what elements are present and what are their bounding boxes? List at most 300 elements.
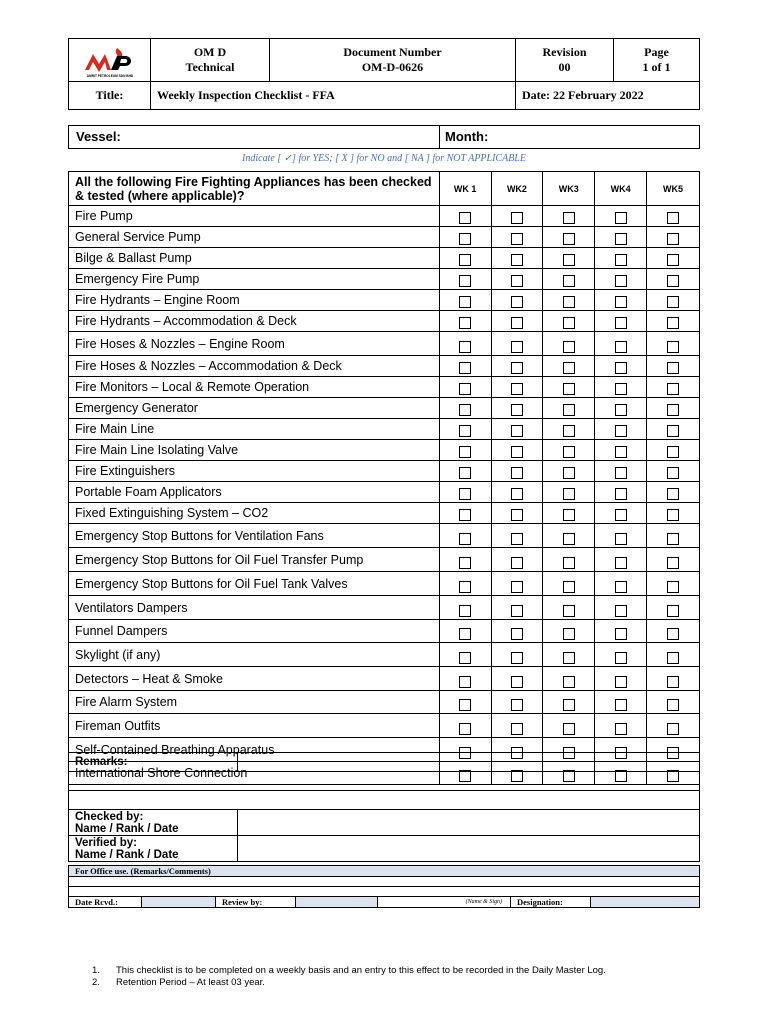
checkbox[interactable] [667,233,679,245]
checklist-row [69,332,700,356]
week-cell [647,377,700,398]
week-cell [595,398,647,419]
logo-cell [69,39,151,82]
week-cell [647,548,700,572]
vessel-month-bar [68,125,700,149]
checklist-row [69,714,700,738]
week-cell [543,691,595,714]
checklist-row [69,503,700,524]
week-cell [543,206,595,227]
week-cell [647,714,700,738]
week-cell [543,503,595,524]
checkbox[interactable] [511,628,523,640]
checklist-item-label: Fire Hydrants – Accommodation & Deck [69,311,440,332]
checklist-item-label: Fire Main Line Isolating Valve [69,440,440,461]
checkbox[interactable] [563,723,575,735]
checkbox[interactable] [511,446,523,458]
checkbox[interactable] [667,362,679,374]
checkbox[interactable] [459,425,471,437]
week-cell [647,356,700,377]
week-cell [439,332,491,356]
week-cell [543,461,595,482]
checkbox[interactable] [511,404,523,416]
week-cell [439,596,491,620]
week-cell [439,440,491,461]
footnote-number: 1. [92,965,100,976]
checkbox[interactable] [459,467,471,479]
week-cell [491,524,543,548]
week-cell [439,356,491,377]
week-cell [491,548,543,572]
checkbox[interactable] [563,383,575,395]
week-cell [543,548,595,572]
checkbox[interactable] [563,652,575,664]
week-cell [543,227,595,248]
name-sign-hint: (Name & Sign) [378,897,511,908]
remarks-line[interactable] [69,772,700,791]
checkbox[interactable] [615,383,627,395]
week-cell [647,332,700,356]
checkbox[interactable] [615,581,627,593]
checkbox[interactable] [667,446,679,458]
checkbox[interactable] [615,275,627,287]
week-cell [543,524,595,548]
week-cell [543,596,595,620]
week-cell [543,572,595,596]
checkbox[interactable] [615,317,627,329]
week-cell [647,461,700,482]
footnote-text: This checklist is to be completed on a weekly basis and an entry to this effect to be recorded in the Daily Master Log. [116,965,606,976]
doc-number-cell [270,39,516,82]
week-cell [543,482,595,503]
checkbox[interactable] [511,676,523,688]
checkbox[interactable] [511,275,523,287]
date-received-label: Date Rcvd.: [69,897,142,908]
week-cell [491,332,543,356]
week-cell [595,227,647,248]
week-cell [595,290,647,311]
checkbox[interactable] [615,296,627,308]
week-header: WK4 [595,172,647,206]
checkbox[interactable] [615,362,627,374]
week-cell [491,377,543,398]
month-field[interactable] [439,126,489,148]
week-cell [647,667,700,691]
checklist-row [69,440,700,461]
checked-by-line1: Checked by: [75,810,144,823]
page-value: 1 of 1 [642,60,671,74]
checklist-item-label: Bilge & Ballast Pump [69,248,440,269]
checkbox[interactable] [615,488,627,500]
checklist-row [69,620,700,643]
week-cell [543,440,595,461]
checkbox[interactable] [563,296,575,308]
week-cell [595,643,647,667]
checkbox[interactable] [667,509,679,521]
checkbox[interactable] [615,723,627,735]
month-label: Month: [445,129,489,144]
checkbox[interactable] [615,341,627,353]
checkbox[interactable] [563,446,575,458]
checkbox[interactable] [563,341,575,353]
checklist-row [69,248,700,269]
week-cell [647,206,700,227]
checkbox[interactable] [563,676,575,688]
checkbox[interactable] [511,341,523,353]
checkbox[interactable] [459,652,471,664]
doc-number: OM-D-0626 [361,60,424,74]
checklist-row [69,572,700,596]
review-by-field[interactable] [296,897,378,908]
office-use-line[interactable] [69,877,700,887]
checkbox[interactable] [615,628,627,640]
checked-by-field[interactable] [238,810,700,836]
checklist-row [69,524,700,548]
remarks-table [68,752,700,862]
checkbox[interactable] [459,212,471,224]
checklist-header-row [69,172,700,206]
checkbox[interactable] [615,652,627,664]
document-title: Weekly Inspection Checklist - FFA [151,82,516,110]
week-cell [439,548,491,572]
designation-label: Designation: [511,897,591,908]
checkbox[interactable] [459,317,471,329]
checkbox[interactable] [667,699,679,711]
checkbox[interactable] [511,652,523,664]
checklist-item-label: Fire Monitors – Local & Remote Operation [69,377,440,398]
checklist-item-label: Fireman Outfits [69,714,440,738]
week-cell [543,419,595,440]
checkbox[interactable] [615,557,627,569]
checkbox[interactable] [667,605,679,617]
checklist-item-label: Fixed Extinguishing System – CO2 [69,503,440,524]
checkbox[interactable] [667,254,679,266]
week-cell [439,524,491,548]
checklist-row [69,419,700,440]
week-cell [647,398,700,419]
week-cell [595,419,647,440]
checkbox[interactable] [667,425,679,437]
checkbox[interactable] [563,404,575,416]
week-cell [491,572,543,596]
checkbox[interactable] [667,317,679,329]
title-label: Title: [69,82,151,110]
checkbox[interactable] [511,488,523,500]
checkbox[interactable] [459,628,471,640]
checkbox[interactable] [563,605,575,617]
week-cell [439,419,491,440]
remarks-line[interactable] [69,791,700,810]
week-cell [491,620,543,643]
document-header-table [68,38,700,110]
checkbox[interactable] [667,676,679,688]
checkbox[interactable] [615,212,627,224]
verified-by-line1: Verified by: [75,836,137,849]
page-label: Page [644,45,669,59]
checklist-item-label: Skylight (if any) [69,643,440,667]
week-header: WK 1 [439,172,491,206]
checklist-item-label: Fire Hoses & Nozzles – Accommodation & Deck [69,356,440,377]
company-logo [81,46,139,80]
week-cell [439,503,491,524]
verified-by-field[interactable] [238,836,700,862]
checkbox[interactable] [459,233,471,245]
doc-number-label: Document Number [343,45,442,59]
week-cell [491,290,543,311]
office-use-title: For Office use. (Remarks/Comments) [69,866,700,877]
checkbox[interactable] [667,404,679,416]
checkbox[interactable] [667,467,679,479]
week-cell [439,572,491,596]
checkbox[interactable] [459,699,471,711]
week-cell [543,714,595,738]
checklist-item-label: Detectors – Heat & Smoke [69,667,440,691]
week-cell [647,227,700,248]
week-cell [647,691,700,714]
checkbox[interactable] [459,488,471,500]
checkbox[interactable] [459,723,471,735]
week-header: WK5 [647,172,700,206]
checklist-item-label: Fire Main Line [69,419,440,440]
week-cell [595,691,647,714]
checkbox[interactable] [667,723,679,735]
week-cell [491,714,543,738]
logo-caption: AMRIT PETROLEUM SDN BHD [86,74,133,78]
revision-label: Revision [542,45,587,59]
checkbox[interactable] [459,296,471,308]
footnote [92,977,606,989]
checkbox[interactable] [563,317,575,329]
week-cell [491,419,543,440]
checklist-row [69,227,700,248]
week-cell [439,461,491,482]
checkbox[interactable] [511,699,523,711]
checkbox[interactable] [667,212,679,224]
checklist-row [69,461,700,482]
week-header: WK2 [491,172,543,206]
week-cell [647,482,700,503]
week-cell [439,227,491,248]
checkbox[interactable] [615,676,627,688]
checklist-row [69,398,700,419]
footnote [92,965,606,977]
designation-field[interactable] [591,897,700,908]
week-cell [595,620,647,643]
checkbox[interactable] [667,488,679,500]
footnote-text: Retention Period – At least 03 year. [116,977,265,988]
remarks-field[interactable] [238,753,700,772]
week-cell [439,691,491,714]
week-cell [491,227,543,248]
week-cell [647,596,700,620]
checkbox[interactable] [459,581,471,593]
checkbox[interactable] [511,362,523,374]
remarks-label: Remarks: [69,753,238,772]
week-cell [595,482,647,503]
checkbox[interactable] [667,275,679,287]
checkbox[interactable] [511,467,523,479]
checklist-item-label: International Shore Connection [69,762,440,785]
checkbox[interactable] [563,699,575,711]
checkbox[interactable] [459,557,471,569]
checklist-item-label: Fire Hydrants – Engine Room [69,290,440,311]
checkbox[interactable] [667,581,679,593]
checkbox[interactable] [615,509,627,521]
checkbox[interactable] [459,605,471,617]
week-cell [595,332,647,356]
week-cell [439,398,491,419]
checklist-question: All the following Fire Fighting Appliances has been checked & tested (where applicable)? [69,172,440,206]
checked-by-line2: Name / Rank / Date [75,822,179,835]
checkbox[interactable] [563,488,575,500]
checkbox[interactable] [563,533,575,545]
week-cell [543,248,595,269]
checkbox[interactable] [667,533,679,545]
week-cell [647,643,700,667]
checkbox[interactable] [615,467,627,479]
checkbox[interactable] [511,509,523,521]
week-cell [595,311,647,332]
checkbox[interactable] [511,317,523,329]
week-cell [491,311,543,332]
checkbox[interactable] [667,341,679,353]
checkbox[interactable] [511,425,523,437]
checkbox[interactable] [511,533,523,545]
checkbox[interactable] [667,383,679,395]
checklist-item-label: General Service Pump [69,227,440,248]
week-cell [439,206,491,227]
checkbox[interactable] [459,404,471,416]
checklist-item-label: Funnel Dampers [69,620,440,643]
checkbox[interactable] [615,446,627,458]
checklist-item-label: Emergency Stop Buttons for Ventilation Fans [69,524,440,548]
week-cell [439,667,491,691]
week-cell [439,482,491,503]
footnotes [92,965,606,989]
footnote-number: 2. [92,977,100,988]
checklist-item-label: Emergency Fire Pump [69,269,440,290]
week-cell [439,311,491,332]
checkbox[interactable] [459,341,471,353]
week-cell [647,248,700,269]
checkbox[interactable] [563,275,575,287]
week-cell [439,377,491,398]
checklist-row [69,206,700,227]
week-cell [439,269,491,290]
checkbox[interactable] [459,362,471,374]
week-cell [543,269,595,290]
checkbox[interactable] [563,362,575,374]
checkbox[interactable] [511,723,523,735]
checkbox[interactable] [615,233,627,245]
dept-line2: Technical [185,60,235,74]
checkbox[interactable] [667,628,679,640]
checkbox[interactable] [459,509,471,521]
department-cell [151,39,270,82]
week-cell [491,356,543,377]
checkbox[interactable] [459,676,471,688]
checkbox[interactable] [667,296,679,308]
checklist-row [69,269,700,290]
checklist-item-label: Fire Alarm System [69,691,440,714]
checkbox[interactable] [563,509,575,521]
checklist-item-label: Emergency Stop Buttons for Oil Fuel Transfer Pump [69,548,440,572]
week-cell [647,311,700,332]
office-use-line[interactable] [69,887,700,897]
checklist-item-label: Fire Hoses & Nozzles – Engine Room [69,332,440,356]
checkbox[interactable] [459,383,471,395]
checked-by-label [69,810,238,836]
week-cell [491,206,543,227]
checklist-row [69,377,700,398]
week-cell [491,398,543,419]
week-cell [491,440,543,461]
week-cell [595,503,647,524]
checkbox[interactable] [667,652,679,664]
checklist-row [69,691,700,714]
checkbox[interactable] [563,557,575,569]
checkbox[interactable] [511,254,523,266]
week-cell [595,248,647,269]
week-cell [595,714,647,738]
checklist-row [69,311,700,332]
checkbox[interactable] [667,557,679,569]
revision-value: 00 [558,60,571,74]
checkbox[interactable] [615,254,627,266]
checkbox[interactable] [563,581,575,593]
week-cell [491,269,543,290]
checkbox[interactable] [615,404,627,416]
week-cell [647,269,700,290]
checkbox[interactable] [511,581,523,593]
checkbox[interactable] [511,557,523,569]
week-cell [543,356,595,377]
week-cell [439,714,491,738]
week-cell [647,572,700,596]
checkbox[interactable] [615,425,627,437]
checkbox[interactable] [563,425,575,437]
checkbox[interactable] [459,254,471,266]
checkbox[interactable] [459,533,471,545]
week-cell [647,503,700,524]
checkbox[interactable] [615,605,627,617]
checklist-item-label: Emergency Stop Buttons for Oil Fuel Tank Valves [69,572,440,596]
checkbox[interactable] [615,533,627,545]
checkbox[interactable] [511,605,523,617]
checkbox[interactable] [459,275,471,287]
checkbox[interactable] [563,254,575,266]
date-received-field[interactable] [142,897,216,908]
week-cell [595,572,647,596]
checkbox[interactable] [511,212,523,224]
checkbox[interactable] [459,446,471,458]
week-cell [543,398,595,419]
week-cell [647,524,700,548]
checkbox[interactable] [563,628,575,640]
week-cell [439,248,491,269]
checkbox[interactable] [563,233,575,245]
week-header: WK3 [543,172,595,206]
checkbox[interactable] [511,383,523,395]
dept-line1: OM D [193,45,227,59]
checkbox[interactable] [511,296,523,308]
checkbox[interactable] [615,699,627,711]
checkbox[interactable] [563,467,575,479]
week-cell [595,461,647,482]
checkbox[interactable] [563,212,575,224]
checkbox[interactable] [511,233,523,245]
revision-cell [516,39,614,82]
